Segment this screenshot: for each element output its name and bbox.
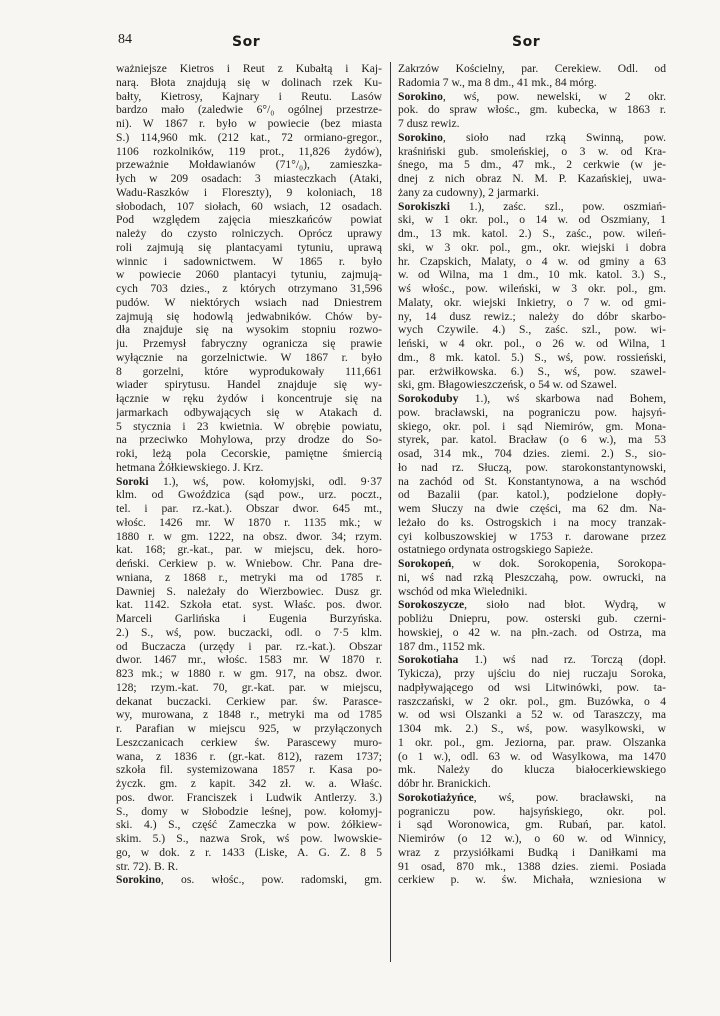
- line-text: 823 mk.; w 1880 r. w gm. 917, na obsz. dwor.: [116, 667, 382, 680]
- text-line: [398, 750, 666, 764]
- text-line: [116, 653, 382, 667]
- text-line: [398, 708, 666, 722]
- text-line: [116, 846, 382, 860]
- text-line: [116, 200, 382, 214]
- line-text: S.) 114,960 mk. (212 kat., 72 ormiano-gregor.,: [116, 130, 382, 144]
- text-line: [398, 172, 666, 186]
- text-line: [398, 90, 666, 104]
- line-text: ostatniego ordynata ostrogskiego Sapieże.: [398, 543, 594, 557]
- line-text: łych w 209 osadach: 3 miasteczkach (Ataki,: [116, 172, 382, 185]
- line-text: dnej z nich obraz N. M. P. Kazańskiej, uwa-: [398, 172, 666, 185]
- text-line: [398, 461, 666, 475]
- running-head-left: Sor: [232, 34, 261, 50]
- line-text: ni). W 1867 r. było w powiecie (bez miasta: [116, 117, 382, 130]
- text-line: [398, 433, 666, 447]
- line-text: pow. bracławski, na pograniczu pow. hajsyń-: [398, 405, 666, 419]
- line-text: w. od Wilna, ma 1 dm., 10 mk. katol. 3.) S.,: [398, 268, 666, 282]
- text-line: [398, 76, 666, 90]
- text-line: [116, 268, 382, 282]
- text-line: [398, 227, 666, 241]
- text-line: [116, 763, 382, 777]
- line-text: wś włośc., pow. wileński, w 3 okr. pol., gm.: [398, 282, 666, 295]
- line-text: 1304 mk. 2.) S., wś, pow. wasylkowski, w: [398, 722, 666, 735]
- line-text: osad, 314 mk., 704 dzies. ziemi. 2.) S., sio-: [398, 447, 666, 460]
- line-text: ski, gm. Błagowieszczeńsk, o 54 w. od Szawel.: [398, 378, 617, 392]
- text-line: [398, 571, 666, 585]
- text-line: [116, 585, 382, 599]
- line-text: skiego, okr. pol. i sąd Niemirów, gm. Mona-: [398, 419, 666, 433]
- text-line: [116, 90, 382, 104]
- text-line: [398, 62, 666, 76]
- line-text: 187 dm., 1152 mk.: [398, 639, 486, 653]
- line-text: klm. od Gwoździca (sąd pow., urz. poczt.,: [116, 488, 382, 502]
- text-line: [116, 337, 382, 351]
- line-text: Marceli Garlińska i Eugenia Burzyńska.: [116, 612, 382, 625]
- text-line: [116, 186, 382, 200]
- text-line: [398, 282, 666, 296]
- text-line: [116, 76, 382, 90]
- text-line: [116, 708, 382, 722]
- line-text: pok. do spraw włośc., gm. kubecka, w 1863 r.: [398, 103, 666, 117]
- line-text: roli zajmują się plantacyami tytuniu, uprawą: [116, 240, 382, 254]
- line-text: kraśniński gub. smoleńskiej, o 3 w. od Kra-: [398, 144, 666, 158]
- line-text: skim. 5.) S., nazwa Srok, wś pow. lwowskie-: [116, 832, 382, 845]
- text-line: [398, 268, 666, 282]
- line-text: i sąd Woronowica, gm. Rubań, par. katol.: [398, 818, 666, 832]
- line-text: w powiecie 2060 plantacyi tytuniu, zajmują-: [116, 268, 382, 282]
- text-line: [116, 172, 382, 186]
- line-text: wniana, z 1868 r., metryki ma od 1785 r.: [116, 570, 382, 584]
- text-line: [116, 612, 382, 626]
- line-text: winnic i sadownictwem. W 1865 r. było: [116, 254, 382, 268]
- text-line: [116, 213, 382, 227]
- line-text: wana, z 1836 r. (gr.-kat. 812), razem 1737;: [116, 749, 382, 763]
- line-text: Tykicza), przy ujściu do niej ruczaju Soroka,: [398, 667, 666, 680]
- text-line: [116, 323, 382, 337]
- text-line: [116, 695, 382, 709]
- entry-headword: Sorokotiaha: [398, 653, 459, 667]
- text-line: [398, 351, 666, 365]
- line-text: Malaty, okr. wiejski Inkietry, o 7 w. od gmi-: [398, 295, 666, 309]
- text-line: [116, 378, 382, 392]
- line-text: szkoła fil. systemizowana 1857 r. Kasa po-: [116, 763, 382, 777]
- line-text: str. 72). B. R.: [116, 859, 179, 873]
- text-line: [398, 543, 666, 557]
- text-line: [398, 736, 666, 750]
- text-line: [398, 626, 666, 640]
- text-line: [398, 818, 666, 832]
- text-line: [398, 681, 666, 695]
- line-text: Niemirów (o 12 w.), o 60 w. od Winnicy,: [398, 832, 666, 845]
- line-text: śnego, ma 5 dm., 47 mk., 2 cerkwie (w je-: [398, 158, 666, 172]
- line-text: hetmana Żółkiewskiego. J. Krz.: [116, 460, 264, 474]
- line-text: włośc. 1426 mr. W 1870 r. 1135 mk.; w: [116, 515, 382, 529]
- text-line: [398, 860, 666, 874]
- line-text: , wś, pow. bracławski, na: [473, 790, 666, 804]
- line-text: tel. i par. rz.-kat.). Obszar dwor. 645 mt.,: [116, 502, 382, 515]
- text-line: [398, 653, 666, 667]
- text-line: [398, 241, 666, 255]
- line-text: 1 okr. pol., gm. Jeziorna, par. praw. Olszanka: [398, 735, 666, 749]
- text-line: [398, 200, 666, 214]
- text-line: [116, 406, 382, 420]
- text-line: [398, 598, 666, 612]
- text-line: [116, 351, 382, 365]
- text-line: [116, 488, 382, 502]
- text-line: [116, 461, 382, 475]
- line-text: dm., 8 mk. katol. 5.) S., wś, pow. rossieński,: [398, 350, 666, 364]
- page-number: 84: [118, 32, 132, 47]
- line-text: łącznie w ręku żydów i koncentruje się na: [116, 392, 382, 405]
- line-text: leżało do ks. Ostrogskich i na mocy tranzak-: [398, 515, 666, 529]
- line-text: od Bazalii (par. katol.), podzielone dopły-: [398, 488, 666, 502]
- text-line: [116, 158, 382, 172]
- text-line: [116, 227, 382, 241]
- right-column: [398, 62, 666, 887]
- text-line: [398, 557, 666, 571]
- line-text: ski. 4.) S., część Zameczka w pow. żółkiew-: [116, 818, 382, 832]
- entry-headword: Sorokopeń: [398, 557, 452, 570]
- line-text: 1.), zaśc. szl., pow. oszmiań-: [449, 199, 666, 213]
- line-text: przeważnie Mołdawianów (71°/₀), zamieszka-: [116, 158, 382, 172]
- line-text: pograniczu pow. hajsyńskiego, okr. pol.: [398, 804, 666, 818]
- text-line: [116, 433, 382, 447]
- line-text: howskiej, o 42 w. na płn.-zach. od Ostrza, ma: [398, 625, 666, 639]
- text-line: [116, 103, 382, 117]
- line-text: Radomia 7 w., ma 8 dm., 41 mk., 84 mórg.: [398, 75, 597, 89]
- text-line: [398, 502, 666, 516]
- line-text: styrek, par. katol. Bracław (o 6 w.), ma 53: [398, 433, 666, 447]
- line-text: słobodach, 107 siołach, 60 wsiach, 12 osadach.: [116, 199, 382, 213]
- line-text: w. od wsi Olszanki a 52 w. od Taraszczy, ma: [398, 708, 666, 722]
- text-line: [398, 695, 666, 709]
- line-text: Wadu-Raszków i Floreszty), 9 koloniach, 18: [116, 185, 382, 199]
- line-text: 7 dusz rewiz.: [398, 117, 460, 130]
- text-line: [116, 241, 382, 255]
- page-header: [0, 0, 720, 60]
- text-line: [116, 722, 382, 736]
- line-text: leński, w 4 okr. pol., o 26 w. od Wilna, 1: [398, 337, 666, 350]
- text-line: [116, 805, 382, 819]
- text-line: [116, 736, 382, 750]
- line-text: ski, w 3 okr. pol., gm., okr. wiejski i dobra: [398, 240, 666, 254]
- entry-headword: Soroki: [116, 474, 149, 488]
- entry-headword: Sorokiszki: [398, 199, 450, 213]
- entry-headword: Sorokino: [398, 89, 443, 103]
- text-line: [116, 502, 382, 516]
- text-line: [398, 777, 666, 791]
- line-text: wschód od mka Wieledniki.: [398, 584, 528, 598]
- line-text: ski, w 1 okr. pol., o 14 w. od Oszmiany, 1: [398, 213, 666, 227]
- text-line: [116, 516, 382, 530]
- text-line: [116, 282, 382, 296]
- text-line: [398, 392, 666, 406]
- line-text: ni, wś nad rzką Pleszczahą, pow. owrucki, na: [398, 570, 666, 584]
- line-text: deński. Cerkiew p. w. Wniebow. Chr. Pana dre-: [116, 557, 382, 570]
- text-line: [116, 750, 382, 764]
- text-line: [116, 310, 382, 324]
- line-text: kat. 168; gr.-kat., par. w miejscu, dek. horo-: [116, 543, 382, 557]
- text-line: [116, 447, 382, 461]
- line-text: wyłącznie na gorzelnictwie. W 1867 r. było: [116, 350, 382, 364]
- line-text: raszczański, w 2 okr. pol., gm. Buzówka, o 4: [398, 694, 666, 708]
- line-text: pos. dwor. Franciszek i Ludwik Antlerzy. 3.): [116, 790, 382, 804]
- text-line: [398, 846, 666, 860]
- text-line: [116, 475, 382, 489]
- text-line: [116, 145, 382, 159]
- line-text: par. erżwiłkowska. 6.) S., wś, pow. szawel-: [398, 364, 666, 378]
- line-text: ju. Przemysł fabryczny ogranicza się prawie: [116, 337, 382, 350]
- text-line: [116, 681, 382, 695]
- entry-headword: Sorokino: [398, 130, 443, 144]
- text-line: [116, 557, 382, 571]
- text-line: [398, 667, 666, 681]
- entry-headword: Sorokoduby: [398, 392, 459, 405]
- text-line: [116, 818, 382, 832]
- line-text: jarmarkach odbywających się w Atakach d.: [116, 405, 382, 419]
- line-text: wy, murowana, z 1848 r., metryki ma od 1785: [116, 708, 382, 722]
- text-line: [116, 873, 382, 887]
- text-line: [398, 365, 666, 379]
- line-text: narą. Błota znajdują się w dolinach rzek Ku-: [116, 75, 382, 89]
- line-text: na przeciwko Mohylowa, przy drodze do So-: [116, 433, 382, 447]
- line-text: kat. 1142. Szkoła etat. syst. Właśc. pos. dwor.: [116, 598, 382, 612]
- line-text: wych Czywile. 4.) S., zaśc. szl., pow. wi-: [398, 323, 666, 337]
- text-line: [398, 296, 666, 310]
- text-line: [398, 420, 666, 434]
- line-text: wem Słuczy na dwie części, ma 62 dm. Na-: [398, 502, 666, 515]
- text-line: [398, 103, 666, 117]
- line-text: 91 osad, 870 mk., 1388 dzies. ziemi. Posiada: [398, 859, 666, 873]
- text-line: [398, 640, 666, 654]
- text-line: [116, 791, 382, 805]
- line-text: cych 703 dzies., z których otrzymano 31,596: [116, 282, 382, 295]
- line-text: na zachód od St. Konstantynowa, a na wschód: [398, 474, 666, 488]
- text-line: [398, 186, 666, 200]
- text-line: [398, 791, 666, 805]
- text-line: [398, 612, 666, 626]
- line-text: 8 gorzelni, które wyprodukowały 111,661: [116, 364, 382, 378]
- line-text: r. Parafian w miejscu 925, w przyłączonych: [116, 722, 382, 735]
- text-line: [398, 323, 666, 337]
- text-line: [116, 530, 382, 544]
- running-head-right: Sor: [512, 34, 541, 50]
- text-line: [116, 420, 382, 434]
- line-text: 2.) S., wś, pow. buczacki, odl. o 7·5 klm.: [116, 625, 382, 639]
- line-text: Pod względem zajęcia mieszkańców powiat: [116, 213, 382, 227]
- line-text: dóbr hr. Branickich.: [398, 777, 491, 790]
- text-line: [398, 488, 666, 502]
- line-text: S., domy w Słobodzie leśnej, pow. kołomyj-: [116, 804, 382, 818]
- entry-headword: Sorokoszycze: [398, 598, 465, 612]
- text-line: [116, 296, 382, 310]
- line-text: pudów. W niektórych wsiach nad Dniestrem: [116, 295, 382, 309]
- text-line: [398, 337, 666, 351]
- line-text: 1.) wś nad rz. Torczą (dopł.: [458, 653, 666, 667]
- text-line: [116, 626, 382, 640]
- text-line: [398, 475, 666, 489]
- line-text: żany za cudowny), 2 jarmarki.: [398, 185, 539, 199]
- line-text: nadpływającego od wsi Litwinówki, pow. ta-: [398, 680, 666, 694]
- text-line: [398, 832, 666, 846]
- text-line: [116, 640, 382, 654]
- column-divider: [390, 62, 391, 962]
- line-text: 1.), wś, pow. kołomyjski, odl. 9·37: [148, 474, 382, 488]
- text-line: [116, 117, 382, 131]
- line-text: cerkiew p. w. św. Michała, wzniesiona w: [398, 873, 666, 887]
- line-text: 1880 r. w gm. 1222, na obsz. dwor. 34; rzym.: [116, 529, 382, 543]
- line-text: dwor. 1467 mr., włośc. 1583 mr. W 1870 r.: [116, 653, 382, 667]
- text-line: [398, 763, 666, 777]
- text-line: [398, 310, 666, 324]
- line-text: 1.), wś skarbowa nad Bohem,: [458, 392, 666, 405]
- line-text: ważniejsze Kietros i Reut z Kubałtą i Kaj-: [116, 62, 382, 75]
- entry-headword: Sorokino: [116, 873, 161, 887]
- line-text: go, w dok. z r. 1433 (Liske, A. G. Z. 8 5: [116, 845, 382, 859]
- text-line: [116, 571, 382, 585]
- line-text: dekanat buczacki. Cerkiew par. św. Parasce-: [116, 694, 382, 708]
- line-text: 1106 rozkolników, 119 prot., 11,826 żydów),: [116, 144, 382, 158]
- line-text: bardzo mało (zaledwie 6°/₀ ogólnej przestrze-: [116, 103, 382, 117]
- text-line: [398, 516, 666, 530]
- line-text: zajmują się hodowlą jedwabników. Chów by-: [116, 309, 382, 323]
- line-text: bałty, Kietrosy, Kajnary i Reutu. Lasów: [116, 89, 382, 103]
- text-line: [398, 378, 666, 392]
- line-text: , sioło nad rzką Swinną, pow.: [442, 130, 666, 144]
- line-text: 128; rzym.-kat. 70, gr.-kat. par. w miejscu,: [116, 680, 382, 694]
- line-text: cyi kolbuszowskiej w 1753 r. darowane przez: [398, 529, 666, 543]
- text-line: [398, 585, 666, 599]
- text-line: [116, 255, 382, 269]
- text-line: [398, 213, 666, 227]
- line-text: wraz z przysiółkami Budką i Daniłkami ma: [398, 845, 666, 859]
- text-line: [398, 145, 666, 159]
- text-line: [116, 777, 382, 791]
- text-line: [398, 158, 666, 172]
- text-line: [398, 406, 666, 420]
- line-text: Leszczanicach cerkiew św. Parascewy muro-: [116, 735, 382, 749]
- line-text: pobliżu Dniepru, pow. osterski gub. czerni-: [398, 612, 666, 625]
- text-line: [398, 873, 666, 887]
- line-text: hr. Czapskich, Malaty, o 4 w. od gminy a 63: [398, 254, 666, 268]
- line-text: Zakrzów Kościelny, par. Cerekiew. Odl. od: [398, 62, 666, 75]
- left-column: [116, 62, 382, 887]
- text-line: [116, 860, 382, 874]
- line-text: życzk. gm. z kapit. 342 zł. w. a. Właśc.: [116, 777, 382, 790]
- text-line: [116, 392, 382, 406]
- text-line: [116, 667, 382, 681]
- line-text: (o 1 w.), odl. 63 w. od Wasylkowa, ma 1470: [398, 749, 666, 763]
- text-line: [398, 131, 666, 145]
- line-text: 5 stycznia i 23 kwietnia. W obrębie powiatu,: [116, 419, 382, 433]
- text-line: [398, 255, 666, 269]
- text-line: [398, 722, 666, 736]
- line-text: należy do czysto rolniczych. Oprócz uprawy: [116, 227, 382, 240]
- text-line: [398, 530, 666, 544]
- line-text: , w dok. Sorokopenia, Sorokopa-: [451, 557, 666, 570]
- line-text: ło nad rz. Słuczą, pow. starokonstantynowski,: [398, 460, 666, 474]
- text-line: [398, 447, 666, 461]
- line-text: , wś, pow. newelski, w 2 okr.: [442, 89, 666, 103]
- line-text: dm., 13 mk. katol. 2.) S., zaśc., pow. wileń-: [398, 227, 666, 240]
- entry-headword: Sorokotiażyńce: [398, 790, 474, 804]
- text-line: [116, 131, 382, 145]
- line-text: , sioło nad błot. Wydrą, w: [464, 598, 666, 612]
- line-text: od Buczacza (urzędy i par. rz.-kat.). Obszar: [116, 639, 382, 653]
- line-text: , os. włośc., pow. radomski, gm.: [160, 873, 382, 887]
- text-line: [398, 805, 666, 819]
- line-text: wiader spirytusu. Handel znajduje się wy-: [116, 378, 382, 392]
- line-text: roki, leżą pola Cecorskie, pamiętne śmiercią: [116, 447, 382, 460]
- text-line: [398, 117, 666, 131]
- text-line: [116, 598, 382, 612]
- text-line: [116, 62, 382, 76]
- text-line: [116, 543, 382, 557]
- line-text: dła znajduje się na wysokim stopniu rozwo-: [116, 323, 382, 337]
- line-text: mk. Należy do klucza białocerkiewskiego: [398, 763, 666, 777]
- text-line: [116, 365, 382, 379]
- line-text: Dawniej S. należały do Wierzbowiec. Dusz gr.: [116, 584, 382, 598]
- line-text: ny, 14 dusz rewiz.; należy do dóbr skarbo-: [398, 309, 666, 323]
- text-line: [116, 832, 382, 846]
